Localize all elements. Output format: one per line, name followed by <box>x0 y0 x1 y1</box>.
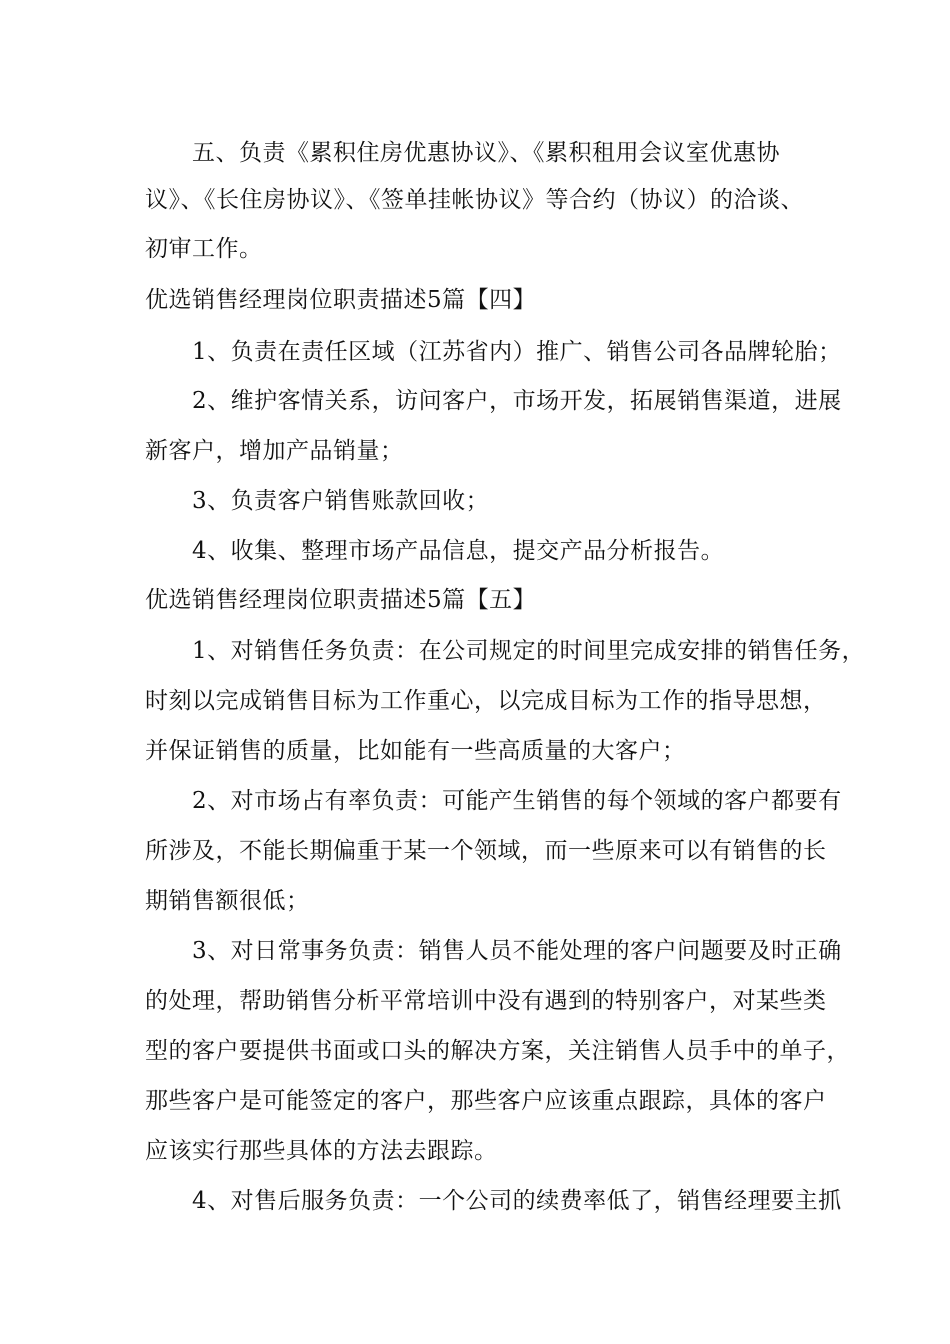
paragraph-line: 2、对市场占有率负责：可能产生销售的每个领域的客户都要有 <box>192 788 842 814</box>
paragraph-line: 4、收集、整理市场产品信息，提交产品分析报告。 <box>192 538 725 564</box>
paragraph-line: 2、维护客情关系，访问客户，市场开发，拓展销售渠道，进展 <box>192 388 842 414</box>
paragraph-line: 那些客户是可能签定的客户，那些客户应该重点跟踪，具体的客户 <box>145 1088 827 1114</box>
paragraph-line: 3、对日常事务负责：销售人员不能处理的客户问题要及时正确 <box>192 938 842 964</box>
paragraph-line: 3、负责客户销售账款回收； <box>192 488 490 514</box>
paragraph-line: 1、负责在责任区域（江苏省内）推广、销售公司各品牌轮胎； <box>192 339 842 365</box>
paragraph-line: 并保证销售的质量，比如能有一些高质量的大客户； <box>145 738 686 764</box>
paragraph-line: 1、对销售任务负责：在公司规定的时间里完成安排的销售任务， <box>192 638 866 664</box>
paragraph-line: 议》、《长住房协议》、《签单挂帐协议》等合约（协议）的洽谈、 <box>145 187 804 213</box>
section-heading: 优选销售经理岗位职责描述5篇【五】 <box>145 587 537 613</box>
paragraph-line: 所涉及，不能长期偏重于某一个领域，而一些原来可以有销售的长 <box>145 838 827 864</box>
paragraph-line: 的处理，帮助销售分析平常培训中没有遇到的特别客户，对某些类 <box>145 988 827 1014</box>
paragraph-line: 型的客户要提供书面或口头的解决方案，关注销售人员手中的单子， <box>145 1038 850 1064</box>
paragraph-line: 期销售额很低； <box>145 888 310 914</box>
paragraph-line: 五、负责《累积住房优惠协议》、《累积租用会议室优惠协 <box>192 140 780 166</box>
paragraph-line: 初审工作。 <box>145 236 263 262</box>
paragraph-line: 4、对售后服务负责：一个公司的续费率低了，销售经理要主抓 <box>192 1188 842 1214</box>
paragraph-line: 时刻以完成销售目标为工作重心，以完成目标为工作的指导思想， <box>145 688 827 714</box>
paragraph-line: 应该实行那些具体的方法去跟踪。 <box>145 1138 498 1164</box>
paragraph-line: 新客户，增加产品销量； <box>145 438 404 464</box>
section-heading: 优选销售经理岗位职责描述5篇【四】 <box>145 287 537 313</box>
